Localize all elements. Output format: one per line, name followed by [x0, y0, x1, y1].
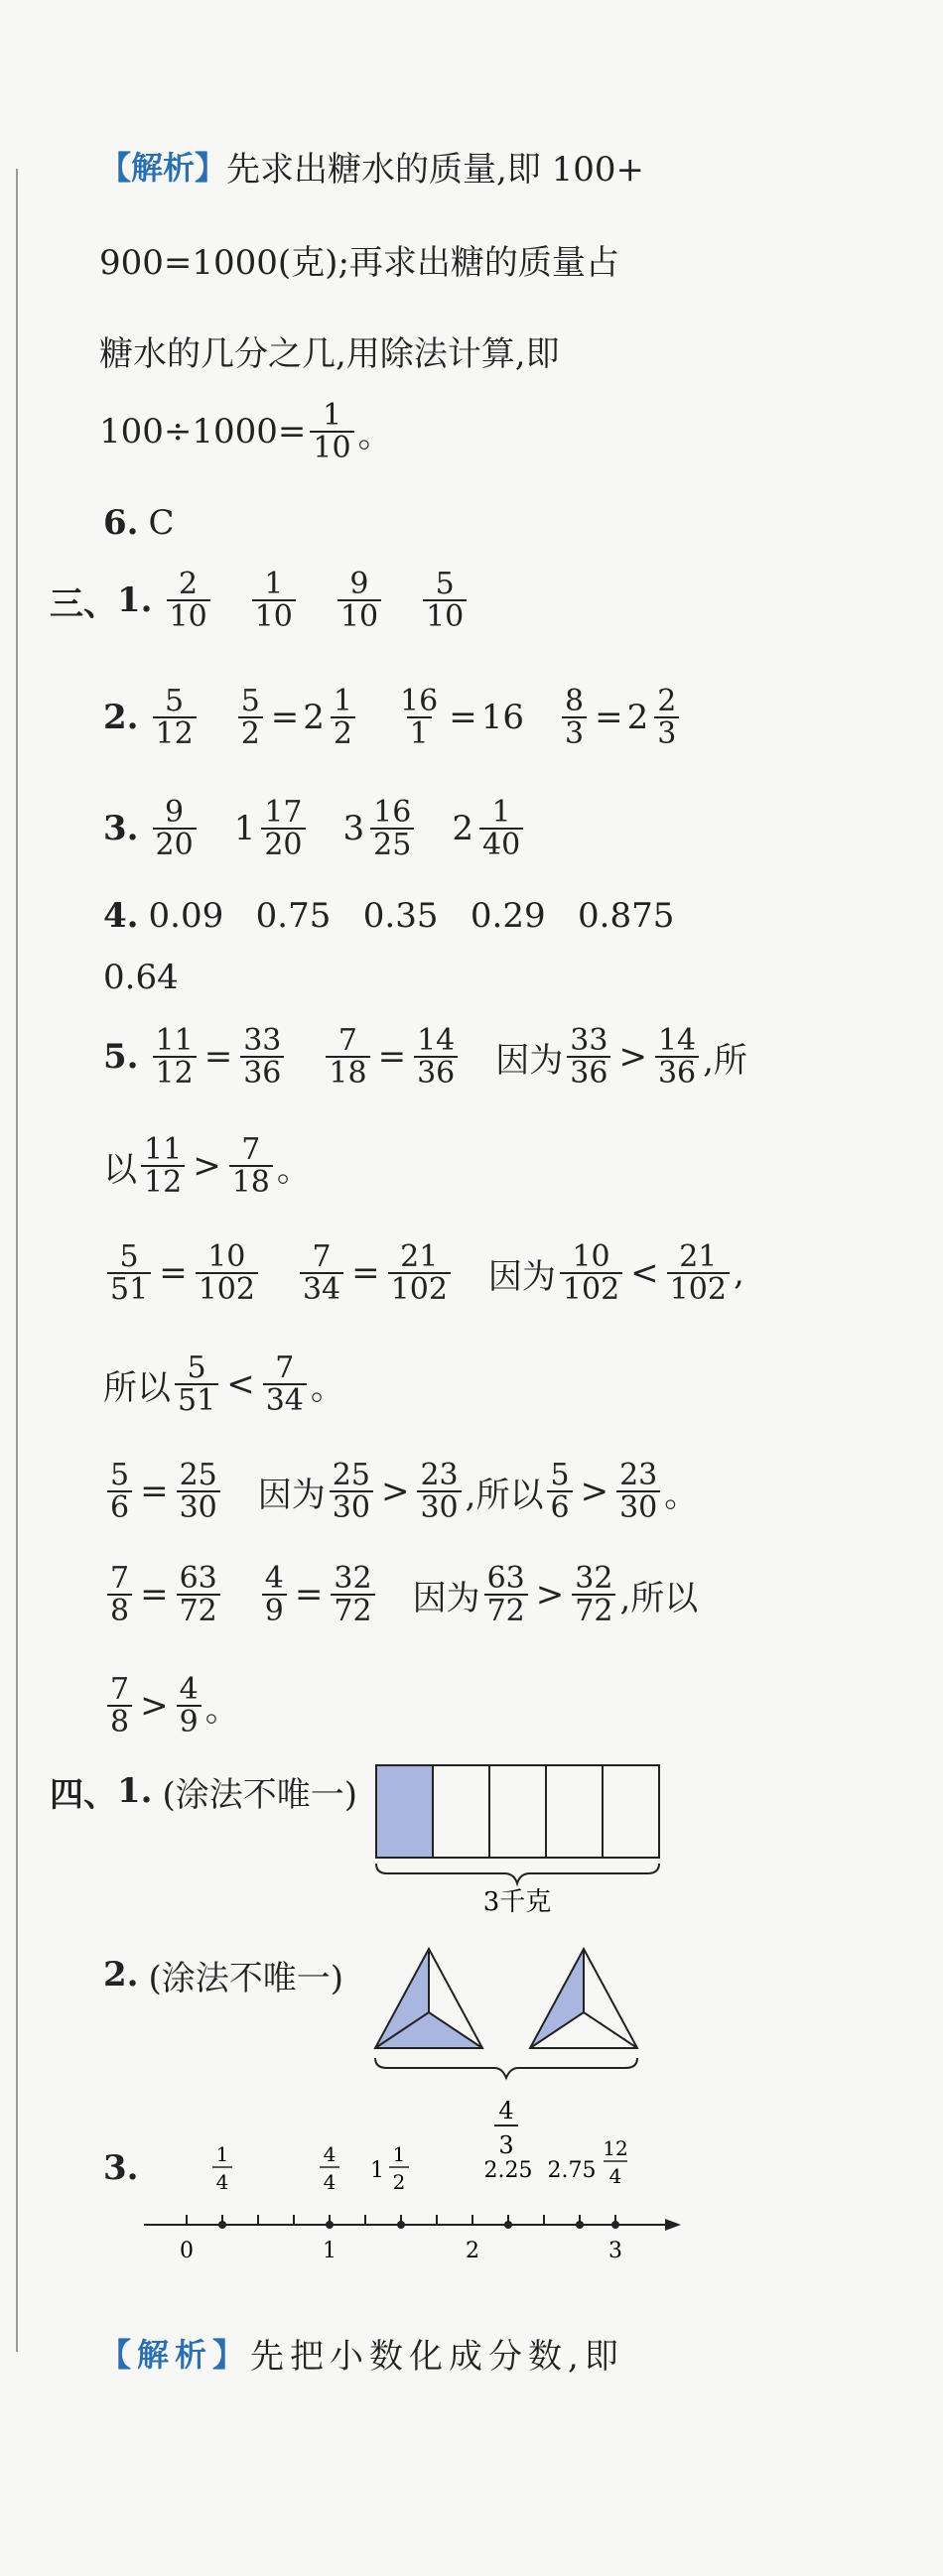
s3-q5c: $\frac{5}{6}$ = $\frac{25}{30}$ 因为 $\frac{25}{30}$ > $\frac{23}{30}$ ,所以 $\frac{5}{6}$ > $\frac{23}{30}$ 。 — [103, 1457, 698, 1526]
svg-text:3: 3 — [608, 2239, 622, 2263]
svg-text:2: 2 — [466, 2239, 479, 2263]
s3-q5d: $\frac{7}{8}$ = $\frac{63}{72}$ $\frac{4}{9}$ = $\frac{32}{72}$ 因为 $\frac{63}{72}$ > $\frac{32}{72}$ ,所以 — [103, 1560, 698, 1629]
analysis1-text2: 900=1000(克);再求出糖的质量占 — [99, 242, 619, 283]
svg-text:4: 4 — [498, 2097, 514, 2125]
q6: 6. C — [103, 503, 175, 543]
svg-text:1: 1 — [323, 2239, 337, 2263]
svg-text:2: 2 — [392, 2170, 406, 2194]
svg-text:4: 4 — [215, 2170, 229, 2194]
svg-text:1: 1 — [370, 2158, 384, 2183]
fraction: $\frac{1}{10}$ — [252, 569, 296, 633]
svg-text:4: 4 — [323, 2142, 337, 2166]
section-3-label: 三、 — [50, 583, 117, 624]
fraction: $\frac{5}{2}$ — [238, 686, 263, 750]
s3-q1: 三、 1. $\frac{2}{10}$ $\frac{1}{10}$ $\frac{9}{10}$ $\frac{5}{10}$ — [50, 566, 471, 635]
svg-text:3: 3 — [498, 2131, 514, 2159]
svg-text:1: 1 — [392, 2142, 406, 2166]
s4-q2: 2. (涂法不唯一) — [103, 1955, 344, 1998]
fraction: $\frac{16}{1}$ — [400, 683, 439, 751]
s3-q5b: $\frac{5}{51}$ = $\frac{10}{102}$ $\frac{7}{34}$ = $\frac{21}{102}$ 因为 $\frac{10}{102}$ < $\frac{21}{102}$ , — [103, 1238, 744, 1308]
bar-model — [367, 1756, 665, 1925]
q6-answer: C — [148, 503, 175, 543]
fraction: $\frac{2}{10}$ — [167, 569, 210, 633]
fraction: $\frac{1}{10}$ — [310, 400, 353, 464]
analysis1-text1: 先求出糖水的质量,即 100+ — [226, 149, 645, 190]
fraction: $\frac{1}{2}$ — [331, 686, 355, 750]
bar-label: 3千克 — [482, 1887, 552, 1917]
fraction: $\frac{17}{20}$ — [261, 797, 305, 861]
svg-text:2.75: 2.75 — [547, 2158, 597, 2183]
fraction: $\frac{8}{3}$ — [562, 686, 587, 750]
fraction: $\frac{1}{40}$ — [479, 797, 523, 861]
fraction: $\frac{16}{25}$ — [370, 797, 414, 861]
s3-q5d-concl: $\frac{7}{8}$ > $\frac{4}{9}$ 。 — [103, 1671, 239, 1740]
s3-q2: 2. $\frac{5}{12}$ $\frac{5}{2}$ = 2 $\frac{1}{2}$ $\frac{16}{1}$ = 16 $\frac{8}{3}$ = 2 $\frac{2}{3}$ — [103, 683, 683, 752]
s3-q3: 3. $\frac{9}{20}$ 1 $\frac{17}{20}$ 3 $\frac{16}{25}$ 2 $\frac{1}{40}$ — [103, 794, 527, 863]
svg-text:4: 4 — [323, 2170, 337, 2194]
analysis-tag: 【解析】 — [99, 149, 227, 187]
analysis1-text4: 100÷1000= — [99, 412, 307, 451]
number-line — [139, 2133, 695, 2282]
shaded-part — [376, 1765, 433, 1858]
brace — [375, 2058, 637, 2078]
s3-q5a: 5. $\frac{11}{12}$ = $\frac{33}{36}$ $\frac{7}{18}$ = $\frac{14}{36}$ 因为 $\frac{33}{36}$ > $\frac{14}{36}$ ,所 — [103, 1022, 747, 1091]
fraction: $\frac{5}{12}$ — [153, 686, 197, 750]
svg-text:12: 12 — [603, 2136, 628, 2160]
s3-q5a-concl: 以 $\frac{11}{12}$ > $\frac{7}{18}$ 。 — [103, 1131, 311, 1200]
s3-q4: 4. 0.09 0.75 0.35 0.29 0.875 — [103, 896, 675, 936]
svg-text:2.25: 2.25 — [483, 2158, 533, 2183]
analysis1-line3 — [99, 316, 560, 385]
analysis1-line4: 100÷1000= $\frac{1}{10}$ 。 — [99, 397, 392, 465]
s3-q4-line2: 0.64 — [103, 958, 179, 997]
svg-text:1: 1 — [215, 2142, 229, 2166]
brace — [376, 1864, 659, 1883]
fraction: $\frac{2}{3}$ — [654, 686, 679, 750]
s4-q3: 3. — [103, 2148, 139, 2188]
analysis1-line2 — [99, 224, 619, 294]
s3-q5b-concl: 所以 $\frac{5}{51}$ < $\frac{7}{34}$ 。 — [103, 1350, 344, 1418]
analysis1-text3: 糖水的几分之几,用除法计算,即 — [99, 333, 560, 374]
svg-text:0: 0 — [180, 2239, 194, 2263]
svg-text:4: 4 — [608, 2164, 622, 2188]
analysis-tag-2: 【解析】 — [99, 2336, 251, 2374]
analysis2-text: 先把小数化成分数,即 — [250, 2336, 624, 2377]
fraction: $\frac{9}{20}$ — [153, 797, 197, 861]
analysis1-line1 — [99, 131, 644, 200]
fraction: $\frac{9}{10}$ — [337, 569, 381, 633]
analysis2-line — [99, 2318, 624, 2387]
fraction: $\frac{5}{10}$ — [423, 569, 467, 633]
s4-q1: 四、 1. (涂法不唯一) — [50, 1756, 357, 1826]
margin-rule — [16, 169, 18, 2352]
section-4-label: 四、 — [50, 1774, 117, 1815]
